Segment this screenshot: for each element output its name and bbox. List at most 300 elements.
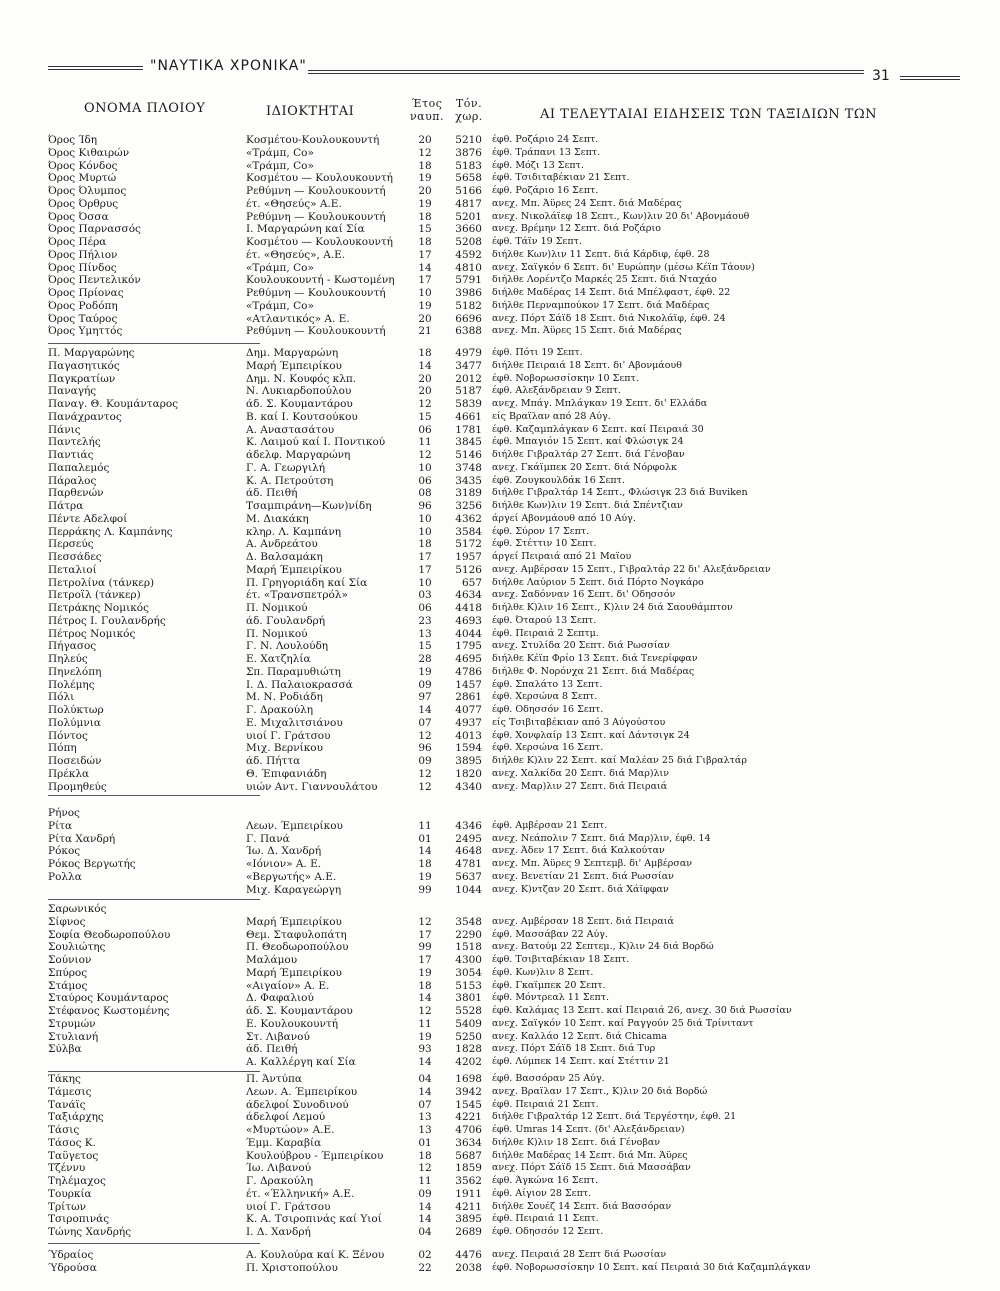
ship-name: Τηλέμαχος (48, 1175, 106, 1187)
tonnage: 3054 (455, 966, 482, 979)
year-built: 07 (418, 1098, 432, 1111)
tonnage: 3477 (455, 359, 482, 372)
table-row (48, 768, 872, 781)
table-row (48, 640, 872, 653)
table-row (48, 1249, 872, 1262)
owner: Δημ. Μαργαρώνη (246, 347, 339, 359)
ship-name: Τάσος Κ. (48, 1136, 96, 1149)
tonnage: 2290 (455, 928, 482, 941)
voyage-news: διήλθε Σουέζ 14 Σεπτ. διά Βασσόραν (492, 1200, 672, 1212)
ship-name: Παγασητικός (48, 359, 120, 372)
table-row (48, 1005, 872, 1018)
tonnage: 5182 (455, 299, 482, 312)
ship-name (48, 884, 244, 897)
tonnage: 6696 (455, 312, 482, 325)
voyage-news: διήλθε Λαύριον 5 Σεπτ. διά Πόρτο Νογκάρο (492, 576, 704, 588)
tonnage: 3435 (455, 474, 482, 487)
owner: Ίω. Δ. Χανδρή (246, 845, 322, 858)
tonnage: 5250 (455, 1030, 482, 1043)
voyage-news: έφθ. Αίγιον 28 Σεπτ. (492, 1187, 592, 1199)
voyage-news: ανεχ. Πειραιά 28 Σεπτ διά Ρωσσίαν (492, 1249, 667, 1260)
table-row (48, 615, 872, 628)
owner: Μαρή Έμπειρίκου (246, 359, 342, 372)
voyage-news: διήλθε Κ)λιν 22 Σεπτ. καί Μαλέαν 25 διά Γιβραλτάρ (492, 755, 747, 766)
table-row (48, 211, 872, 224)
ship-name: Στάμος (48, 979, 88, 992)
table-row (48, 1150, 872, 1163)
owner: «Τράμπ, Co» (246, 159, 314, 172)
ship-name: Ρόκος Βεργωτής (48, 858, 136, 870)
ship-name: Τρίτων (48, 1200, 87, 1213)
tonnage: 5172 (455, 538, 482, 551)
tonnage: 4202 (455, 1056, 482, 1068)
owner: Μιχ. Καραγεώργη (246, 883, 342, 896)
year-built: 08 (418, 487, 432, 500)
owner: Μ. Ν. Ροδιάδη (246, 691, 323, 704)
tonnage: 5166 (455, 185, 482, 197)
year-built: 14 (418, 1085, 432, 1098)
table-row (48, 1175, 872, 1188)
table-row (48, 941, 872, 954)
voyage-news: διήλθε Κων)λιν 11 Σεπτ. διά Κάρδιφ, έφθ. 28 (492, 248, 710, 260)
tonnage: 657 (461, 576, 482, 589)
ship-name: Πέτρος Ι. Γουλανδρής (48, 614, 166, 627)
owner: Ρεθύμνη — Κουλουκουντή (246, 287, 386, 299)
owner: Κοσμέτου — Κουλουκουντή (246, 172, 393, 185)
voyage-news: έφθ. Πότι 19 Σεπτ. (492, 347, 583, 358)
table-row (48, 967, 872, 980)
table-row (48, 1162, 872, 1175)
tonnage: 4346 (455, 819, 482, 832)
ship-name: Όρος Πρίονας (48, 287, 124, 299)
voyage-news: διήλθε Κων)λιν 19 Σεπτ. διά Σπέντζιαν (492, 500, 683, 511)
tonnage: 4786 (455, 665, 482, 678)
year-built: 03 (418, 589, 432, 602)
ship-name: Στρυμών (48, 1017, 96, 1030)
table-row (48, 360, 872, 373)
ship-name: Όρος Πήλιον (48, 248, 118, 261)
owner: «Ατλαντικός» Α. Ε. (246, 312, 350, 325)
ship-name: Όρος Υμηττός (48, 325, 123, 338)
owner: Μιχ. Βερνίκου (246, 742, 324, 755)
year-built: 12 (418, 449, 432, 461)
ship-name: Ύδρούσα (48, 1261, 97, 1274)
year-built: 19 (418, 870, 432, 883)
table-row (48, 1124, 872, 1137)
ship-name: Ρίτα Χανδρή (48, 832, 116, 845)
owner: άδ. Πειθή (246, 487, 298, 500)
tonnage: 5201 (455, 210, 482, 223)
header-rule-right (308, 70, 864, 74)
voyage-news: διήλθε Μαδέρας 14 Σεπτ. διά Μπέλφαστ, έφθ. 22 (492, 287, 731, 298)
year-built: 21 (418, 325, 432, 338)
ship-name: Ρολλα (48, 870, 82, 883)
year-built: 10 (418, 461, 432, 474)
voyage-news: έφθ. Καζαμπλάγκαν 6 Σεπτ. καί Πειραιά 30 (492, 423, 704, 435)
tonnage: 1545 (455, 1098, 482, 1111)
voyage-news: έφθ. Umras 14 Σεπτ. (δι' Αλεξάνδρειαν) (492, 1124, 685, 1135)
ship-name: Παντιάς (48, 449, 94, 461)
ship-table-group-oros (48, 134, 872, 338)
owner: Π. Άντύπα (246, 1073, 302, 1085)
tonnage: 5409 (455, 1017, 482, 1030)
table-row (48, 884, 872, 897)
voyage-news: ανεχ. Βενετίαν 21 Σεπτ. διά Ρωσσίαν (492, 870, 674, 882)
ship-name: Σίφνος (48, 915, 86, 928)
tonnage: 1820 (455, 767, 482, 780)
table-row (48, 730, 872, 743)
ship-name: Παπαλεμός (48, 461, 110, 474)
owner: Λεων. Έμπειρίκου (246, 819, 343, 832)
voyage-news: διήλθε Κέϊπ Φρίο 13 Σεπτ. διά Τενερίφφαν (492, 653, 698, 664)
voyage-news: ανεχ. Μπ. Άϋρες 15 Σεπτ. διά Μαδέρας (492, 325, 682, 337)
owner: Κοσμέτου-Κουλουκουντή (246, 134, 380, 146)
tonnage: 3562 (455, 1175, 482, 1187)
owner: άδ. Σ. Κουμαντάρου (246, 1005, 353, 1017)
year-built: 23 (418, 614, 432, 627)
table-row (48, 385, 872, 398)
voyage-news: ανεχ. Πόρτ Σάϊδ 18 Σεπτ. διά Τυρ (492, 1043, 656, 1055)
table-row (48, 449, 872, 462)
voyage-news: έφθ. Χερσώνα 16 Σεπτ. (492, 742, 604, 754)
tonnage: 4817 (455, 197, 482, 210)
year-built: 12 (418, 398, 432, 410)
voyage-news: διήλθε Κ)λιν 18 Σεπτ. διά Γένοβαν (492, 1136, 661, 1148)
voyage-news: έφθ. Νοβορωσσίσκην 10 Σεπτ. καί Πειραιά 30 διά Καζαμπλάγκαν (492, 1261, 811, 1273)
table-row (48, 411, 872, 424)
tonnage: 4013 (455, 729, 482, 742)
ship-name: Πάραλος (48, 474, 97, 487)
voyage-news: διήλθε Φ. Νορόνχα 21 Σεπτ. διά Μαδέρας (492, 665, 695, 677)
voyage-news: άργεί Αβονμάουθ από 10 Αύγ. (492, 512, 636, 524)
table-row (48, 871, 872, 884)
tonnage: 3876 (455, 146, 482, 159)
ship-name: Ταΰγετος (48, 1149, 99, 1162)
owner: Γ. Δρακούλη (246, 1175, 314, 1187)
ship-name: Πηνελόπη (48, 665, 102, 678)
tonnage: 3660 (455, 223, 482, 236)
owner: Λεων. Α. Έμπειρίκου (246, 1085, 358, 1098)
table-row (48, 526, 872, 539)
owner: άδελφοί Λεμού (246, 1111, 326, 1124)
table-row (48, 755, 872, 768)
owner: Ι. Δ. Παλαιοκρασσά (246, 678, 353, 691)
owner: Δημ. Ν. Κουφός κλπ. (246, 372, 357, 385)
ship-name: Πεταλιοί (48, 563, 97, 576)
voyage-news: ανεχ. Άδεν 17 Σεπτ. διά Καλκούταν (492, 845, 665, 857)
ship-name: Τάκης (48, 1073, 81, 1085)
owner: «Τράμπ, Co» (246, 261, 314, 274)
table-row (48, 845, 872, 858)
voyage-news: ανεχ. Βατούμ 22 Σεπτεμ., Κ)λιν 24 διά Βορδώ (492, 941, 714, 953)
owner: Κ. Α. Πετρούτση (246, 474, 334, 487)
owner: Ίω. Λιβανού (246, 1162, 312, 1175)
year-built: 02 (418, 1249, 432, 1261)
voyage-news: έφθ. Οδησσόν 16 Σεπτ. (492, 704, 604, 715)
tonnage: 2689 (455, 1226, 482, 1238)
tonnage: 3256 (455, 500, 482, 512)
tonnage: 5791 (455, 274, 482, 287)
voyage-news: διήλθε Γιβραλτάρ 14 Σεπτ., Φλώσιγκ 23 διά Buviken (492, 487, 748, 499)
tonnage: 4937 (455, 716, 482, 729)
tonnage: 5146 (455, 449, 482, 461)
column-header-owners: ΙΔΙΟΚΤΗΤΑΙ (266, 104, 355, 119)
ship-name: Περράκης Λ. Καμπάνης (48, 525, 173, 538)
year-built: 93 (418, 1043, 432, 1056)
year-built: 14 (418, 1056, 432, 1068)
ship-name: Πόλι (48, 691, 75, 704)
voyage-news: έφθ. Μόζι 13 Σεπτ. (492, 159, 584, 171)
tonnage: 4693 (455, 614, 482, 627)
year-built: 09 (418, 755, 432, 767)
ship-name: Τσιροπινάς (48, 1213, 110, 1226)
year-built: 12 (418, 146, 432, 159)
year-built: 14 (418, 1200, 432, 1213)
tonnage: 4634 (455, 589, 482, 602)
ship-table-group-pi (48, 347, 872, 793)
voyage-news: ανεχ. Σαϊγκόν 10 Σεπτ. καί Ραγγούν 25 διά Τρίνιταντ (492, 1017, 754, 1029)
ship-name: Τώνης Χανδρής (48, 1226, 132, 1238)
year-built: 19 (418, 966, 432, 979)
voyage-news: διήλθε Λορέντζο Μαρκές 25 Σεπτ. διά Νταχάο (492, 274, 717, 286)
year-built: 12 (418, 1005, 432, 1017)
tonnage: 3189 (455, 487, 482, 500)
voyage-news: έφθ. Πειραιά 2 Σεπτμ. (492, 627, 599, 639)
owner: Π. Νομικού (246, 602, 308, 614)
table-row (48, 262, 872, 275)
year-built: 18 (418, 347, 432, 359)
tonnage: 4211 (455, 1200, 482, 1213)
ship-name: Όρος Κιθαιρών (48, 146, 130, 159)
year-built: 15 (418, 223, 432, 236)
table-row (48, 487, 872, 500)
ship-name: Πηλεύς (48, 653, 88, 665)
table-row (48, 833, 872, 846)
year-built: 20 (418, 385, 432, 398)
year-built: 11 (418, 819, 432, 832)
ship-name: Πάτρα (48, 500, 84, 512)
column-header-tons-line2: χωρ. (455, 110, 483, 123)
table-row (48, 628, 872, 641)
table-row (48, 249, 872, 262)
voyage-news: έφθ. Καλάμας 13 Σεπτ. καί Πειραιά 26, ανεχ. 30 διά Ρωσσίαν (492, 1005, 792, 1016)
tonnage: 4592 (455, 248, 482, 261)
voyage-news: έφθ. Νοβορωσσίσκην 10 Σεπτ. (492, 372, 639, 384)
owner: Π. Θεοδωροπούλου (246, 941, 349, 954)
owner: Γ. Α. Γεωργιλή (246, 461, 326, 474)
tonnage: 5687 (455, 1149, 482, 1162)
voyage-news: έφθ. Τάϊν 19 Σεπτ. (492, 236, 582, 247)
tonnage: 3986 (455, 287, 482, 299)
owner: έτ. «Έλληνική» Α.Ε. (246, 1187, 355, 1200)
table-row (48, 134, 872, 147)
voyage-news: ανεχ. Μπάγ. Μπλάγκαν 19 Σεπτ. δι' Ελλάδα (492, 398, 708, 409)
voyage-news (488, 903, 872, 916)
table-row (48, 223, 872, 236)
table-row (48, 436, 872, 449)
tonnage: 5637 (455, 870, 482, 883)
owner: Ε. Μιχαλιτσιάνου (246, 716, 343, 729)
column-header-tons-line1: Τόν. (455, 97, 483, 110)
year-built: 20 (418, 372, 432, 385)
year-built: 18 (418, 1149, 432, 1162)
table-row (48, 424, 872, 437)
year-built: 14 (418, 992, 432, 1005)
table-row (48, 602, 872, 615)
ship-name: Πόπη (48, 742, 77, 755)
tonnage: 2038 (455, 1261, 482, 1274)
ship-table-group-upsilon (48, 1249, 872, 1275)
table-row (48, 500, 872, 513)
tonnage: 4418 (455, 602, 482, 614)
ship-name: Ρίτα (48, 819, 73, 832)
ship-name: Όρος Παρνασσός (48, 223, 141, 236)
year-built: 06 (418, 423, 432, 436)
ship-name: Όρος Κόνδος (48, 159, 118, 172)
tonnage: 3634 (455, 1136, 482, 1149)
tonnage: 3801 (455, 992, 482, 1005)
tonnage (442, 903, 488, 916)
tonnage: 3845 (455, 436, 482, 449)
voyage-news: ανεχ. Μαρ)λιν 27 Σεπτ. διά Πειραιά (492, 780, 668, 792)
voyage-news: ανεχ. Μπ. Άϋρες 24 Σεπτ. διά Μαδέρας (492, 197, 682, 209)
tonnage: 4476 (455, 1249, 482, 1261)
owner: άδελφοί Συνοδινού (246, 1098, 349, 1111)
owner: Β. καί Ι. Κουτσούκου (246, 410, 358, 423)
owner: Κουλουκουντή - Κωστομένη (246, 274, 395, 287)
table-row (48, 691, 872, 704)
voyage-news: έφθ. Λύμπεκ 14 Σεπτ. καί Στέττιν 21 (492, 1056, 670, 1067)
table-row (48, 513, 872, 526)
year-built: 18 (418, 979, 432, 992)
voyage-news: ανεχ. Καλλάο 12 Σεπτ. διά Chicama (492, 1030, 667, 1042)
year-built: 17 (418, 954, 432, 966)
tonnage (442, 807, 488, 820)
year-built: 18 (418, 538, 432, 551)
ship-name: Τάσις (48, 1124, 80, 1136)
year-built: 12 (418, 915, 432, 928)
table-row (48, 1188, 872, 1201)
owner (244, 903, 408, 916)
owner: «Τράμπ, Co» (246, 299, 314, 312)
owner: Π. Νομικού (246, 627, 308, 640)
tonnage: 1781 (455, 423, 482, 436)
year-built: 10 (418, 287, 432, 299)
year-built: 19 (418, 172, 432, 185)
voyage-news: ανεχ. Σαδόνναν 16 Σεπτ. δι' Οδησσόν (492, 589, 676, 601)
year-built: 18 (418, 858, 432, 870)
owner: κληρ. Λ. Καμπάνη (246, 525, 342, 538)
ship-name: Πανάχραντος (48, 410, 122, 423)
year-built: 17 (418, 563, 432, 576)
tonnage: 4695 (455, 653, 482, 665)
voyage-news: ανεχ. Αμβέρσαν 15 Σεπτ., Γιβραλτάρ 22 δι' Αλεξάνδρειαν (492, 563, 771, 575)
year-built: 19 (418, 665, 432, 678)
tonnage: 3942 (455, 1085, 482, 1098)
tonnage: 1594 (455, 742, 482, 755)
tonnage: 1828 (455, 1043, 482, 1056)
owner: Μαρή Έμπειρίκου (246, 915, 342, 928)
year-built: 12 (418, 1162, 432, 1175)
owner: Γ. Πανά (246, 832, 290, 845)
year-built: 14 (418, 704, 432, 716)
year-built: 04 (418, 1073, 432, 1085)
table-row (48, 172, 872, 185)
table-row (48, 160, 872, 173)
table-row (48, 1099, 872, 1112)
ship-table-group-sigma (48, 903, 872, 1069)
year-built: 06 (418, 602, 432, 614)
tonnage: 1957 (455, 551, 482, 563)
owner: Α. Αναστασάτου (246, 423, 335, 436)
year-built: 10 (418, 576, 432, 589)
voyage-news: έφθ. Οδησσόν 12 Σεπτ. (492, 1226, 604, 1237)
owner: Ρεθύμνη — Κουλουκουντή (246, 185, 386, 197)
ship-name: Τζέννυ (48, 1162, 86, 1175)
tonnage: 5208 (455, 236, 482, 248)
year-built: 99 (418, 883, 432, 896)
year-built: 12 (418, 729, 432, 742)
owner: Α. Κουλούρα καί Κ. Ξένου (246, 1249, 385, 1261)
voyage-news: έφθ. Τσιδιταβέκιαν 21 Σεπτ. (492, 172, 630, 184)
year-built: 09 (418, 678, 432, 691)
year-built: 20 (418, 185, 432, 197)
column-header-name: ΟΝΟΜΑ ΠΛΟΙΟΥ (84, 101, 206, 116)
column-header-year (404, 97, 450, 123)
owner: Κ. Λαιμού καί Ι. Ποντικού (246, 436, 386, 449)
table-row (48, 564, 872, 577)
table-row (48, 653, 872, 666)
voyage-news: ανεχ. Πόρτ Σάϊδ 15 Σεπτ. διά Μασσάβαν (492, 1162, 691, 1174)
tonnage: 1698 (455, 1073, 482, 1085)
ship-name: Σουλιώτης (48, 941, 106, 954)
voyage-news: ανεχ. Βρέμην 12 Σεπτ. διά Ροζάριο (492, 223, 661, 235)
voyage-news: έφθ. Χονφλαίρ 13 Σεπτ. καί Δάντσιγκ 24 (492, 729, 690, 741)
year-built: 12 (418, 767, 432, 780)
year-built: 19 (418, 1030, 432, 1043)
table-row (48, 1226, 872, 1239)
table-row (48, 462, 872, 475)
ship-name: Πέντε Αδελφοί (48, 512, 128, 525)
table-row (48, 1056, 872, 1069)
voyage-news: ανεχ. Μπ. Άϋρες 9 Σεπτεμβ. δι' Αμβέρσαν (492, 858, 693, 869)
table-row (48, 398, 872, 411)
owner: Ι. Δ. Χανδρή (246, 1226, 311, 1238)
voyage-news: έφθ. Ροζάριο 24 Σεπτ. (492, 134, 599, 145)
header-rule-left (48, 66, 143, 70)
tonnage: 5210 (455, 134, 482, 146)
table-row (48, 742, 872, 755)
table-row (48, 954, 872, 967)
ship-name: Όρος Ροδόπη (48, 299, 118, 312)
ship-name: Όρος Πίνδος (48, 261, 117, 274)
ship-name: Πολέμης (48, 678, 95, 691)
year-built: 04 (418, 1226, 432, 1238)
table-row (48, 666, 872, 679)
voyage-news: έφθ. Μόντρεαλ 11 Σεπτ. (492, 992, 610, 1004)
owner: έτ. «Θησεύς» Α.Ε. (246, 197, 342, 210)
voyage-news: έφθ. Τράπανι 13 Σεπτ. (492, 146, 601, 158)
voyage-news: άργεί Πειραιά από 21 Μαΐου (492, 551, 632, 562)
year-built: 07 (418, 716, 432, 729)
voyage-news: διήλθε Κ)λιν 16 Σεπτ., Κ)λιν 24 διά Σαουθάμπτον (492, 602, 733, 613)
table-row (48, 313, 872, 326)
ship-name: Πολύκτωρ (48, 704, 104, 716)
year-built: 10 (418, 525, 432, 538)
tonnage: 4661 (455, 410, 482, 423)
tonnage: 4300 (455, 954, 482, 966)
year-built: 14 (418, 261, 432, 274)
